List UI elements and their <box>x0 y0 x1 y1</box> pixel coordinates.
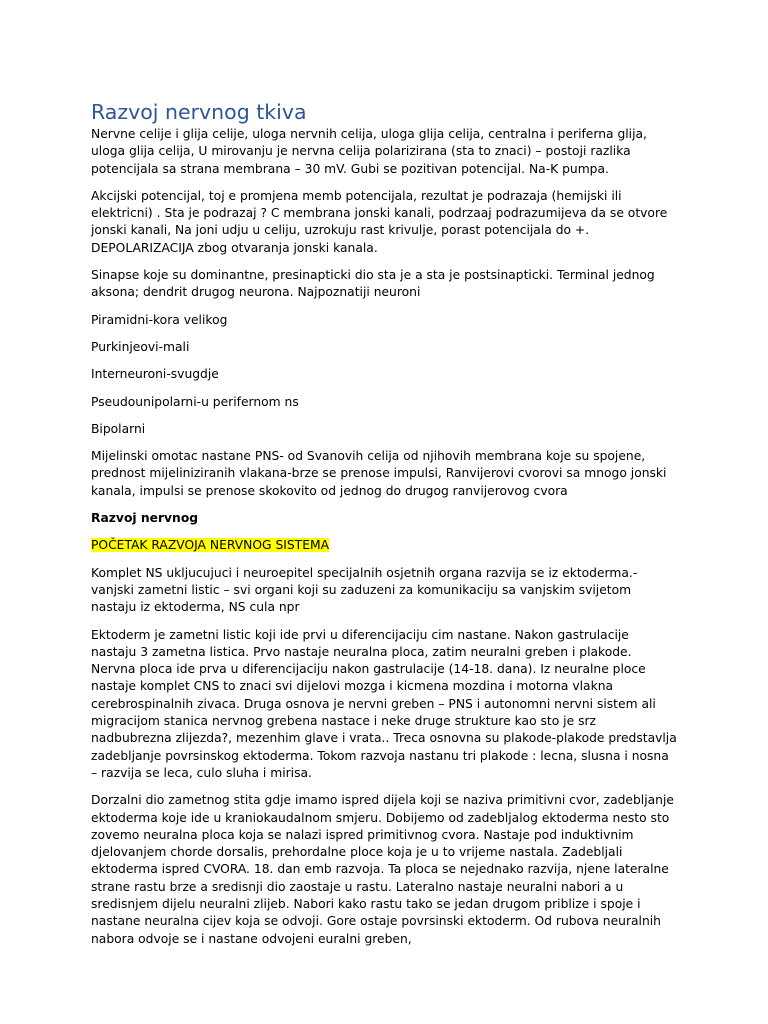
document-title: Razvoj nervnog tkiva <box>91 100 307 124</box>
list-item-neuron-type: Purkinjeovi-mali <box>91 339 190 354</box>
paragraph-ectoderm-differentiation: Ektoderm je zametni listic koji ide prvi u diferencijaciju cim nastane. Nakon gastrulacije nastaju 3 zametna listica. Prvo nastaje neuralna ploca, zatim neuralni greben i plakode. Nervna ploca ide prva u diferencijaciju nakon gastrulacije (14-18. dana). Iz neuralne ploce nastaje komplet CNS to znaci svi dijelovi mozga i kicmena mozdina i motorna vlakna cerebrospinalnih zivaca. Druga osnova je nervni greben – PNS i autonomni nervni sistem ali migracijom stanica nervnog grebena nastace i neke druge strukture kao sto je srz nadbubrezna zlijezda?, mezenhim glave i vrata.. Treca osnovna su plakode-plakode predstavlja zadebljanje povrsinskog ektoderma. Tokom razvoja nastanu tri plakode : lecna, slusna i nosna – razvija se leca, culo sluha i mirisa. <box>91 627 677 780</box>
paragraph-ectoderm-origin: Komplet NS ukljucujuci i neuroepitel specijalnih osjetnih organa razvija se iz ektoderma.-vanjski zametni listic – svi organi koji su zaduzeni za komunikaciju sa vanjskim svijetom nastaju iz ektoderma, NS cula npr <box>91 565 638 615</box>
paragraph-neural-plate: Dorzalni dio zametnog stita gdje imamo ispred dijela koji se naziva primitivni cvor, zadebljanje ektoderma koje ide u kraniokaudalnom smjeru. Dobijemo od zadebljalog ektoderma nesto sto zovemo neuralna ploca koja se nalazi ispred primitivnog cvora. Nastaje pod induktivnim djelovanjem chorde dorsalis, prehordalne ploce koja je u to vrijeme nastala. Zadebljali ektoderma ispred CVORA. 18. dan emb razvoja. Ta ploca se nejednako razvija, njene lateralne strane rastu brze a sredisnji dio zaostaje u rastu. Lateralno nastaje neuralni nabori a u sredisnjem dijelu neuralni zlijeb. Nabori kako rastu tako se jedan drugom priblize i spoje i nastane neuralna cijev koja se odvoji. Gore ostaje povrsinski ektoderm. Od rubova neuralnih nabora odvoje se i nastane odvojeni euralni greben, <box>91 793 674 946</box>
paragraph-action-potential: Akcijski potencijal, toj e promjena memb potencijala, rezultat je podrazaja (hemijski ili elektricni) . Sta je podrazaj ? C membrana jonski kanali, podrzaaj podrazumijeva da se otvore jonski kanali, Na joni udju u celiju, uzrokuju rast krivulje, porast potencijala do +. DEPOLARIZACIJA zbog otvaranja jonski kanala. <box>91 188 668 255</box>
list-item-neuron-type: Interneuroni-svugdje <box>91 367 219 382</box>
list-item-neuron-type: Piramidni-kora velikog <box>91 312 228 327</box>
section-subheading: Razvoj nervnog <box>91 511 199 526</box>
paragraph-intro: Nervne celije i glija celije, uloga nervnih celija, uloga glija celija, centralna i periferna glija, uloga glija celija, U mirovanju je nervna celija polarizirana (sta to znaci) – postoji razlika potencijala sa strana membrana – 30 mV. Gubi se pozitivan potencijal. Na-K pumpa. <box>91 127 647 176</box>
paragraph-myelin: Mijelinski omotac nastane PNS- od Svanovih celija od njihovih membrana koje su spojene, prednost mijeliniziranih vlakana-brze se prenose impulsi, Ranvijerovi cvorovi sa mnogo jonski kanala, impulsi se prenose skokovito od jednog do drugog ranvijerovog cvora <box>91 449 667 498</box>
paragraph-synapses: Sinapse koje su dominantne, presinapticki dio sta je a sta je postsinapticki. Terminal jednog aksona; dendrit drugog neurona. Najpoznatiji neuroni <box>91 268 655 300</box>
list-item-neuron-type: Pseudounipolarni-u perifernom ns <box>91 394 299 409</box>
highlighted-heading: POČETAK RAZVOJA NERVNOG SISTEMA <box>91 538 329 553</box>
document-page <box>91 98 677 958</box>
list-item-neuron-type: Bipolarni <box>91 421 146 436</box>
highlighted-heading-line <box>91 537 677 554</box>
